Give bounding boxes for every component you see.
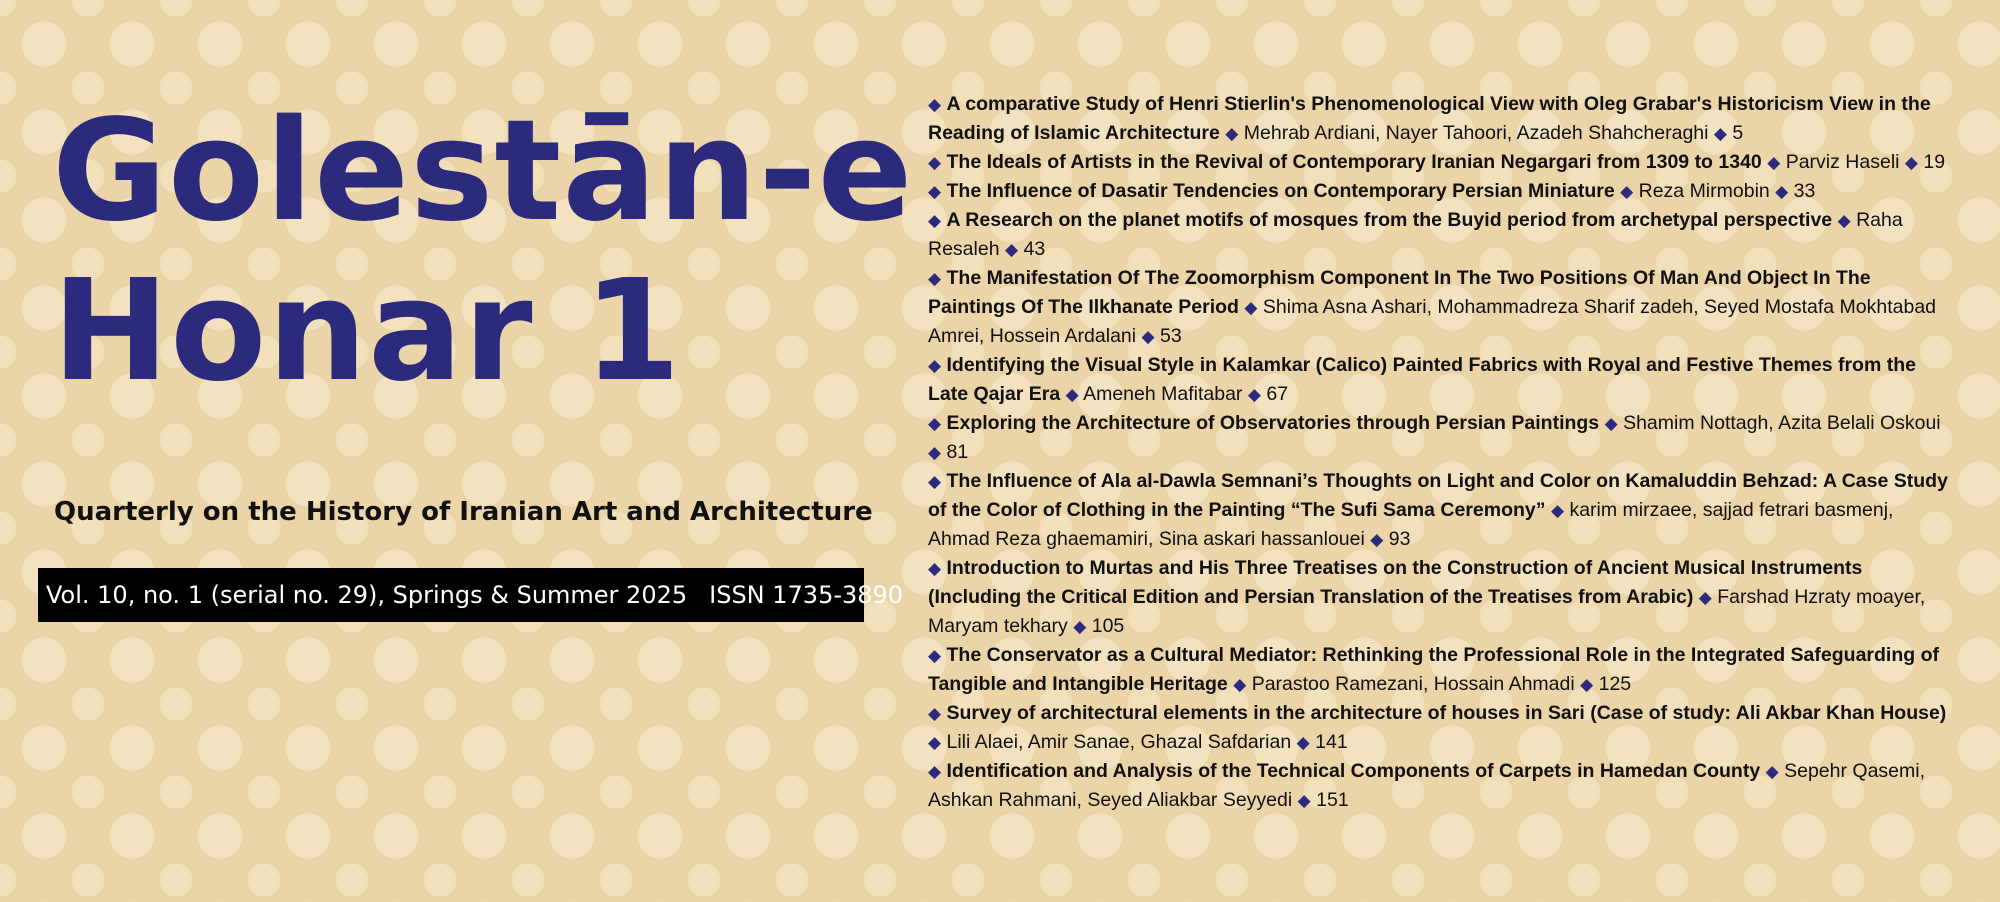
diamond-bullet-icon: ◆ (928, 559, 942, 578)
diamond-bullet-icon: ◆ (928, 269, 942, 288)
diamond-bullet-icon: ◆ (1141, 327, 1155, 346)
diamond-bullet-icon: ◆ (928, 182, 942, 201)
article-page: 81 (946, 441, 969, 463)
article-authors: Sepehr Qasemi, Ashkan Rahmani, Seyed Aliakbar Seyyedi (928, 760, 1926, 811)
toc-entry (928, 264, 1958, 351)
article-authors: Parastoo Ramezani, Hossain Ahmadi (1251, 673, 1575, 695)
toc-entry (928, 699, 1958, 757)
diamond-bullet-icon: ◆ (928, 153, 942, 172)
article-authors: Raha Resaleh (928, 209, 1903, 260)
toc-entry (928, 554, 1958, 641)
article-page: 19 (1923, 151, 1946, 173)
toc-entry (928, 757, 1958, 815)
diamond-bullet-icon: ◆ (1713, 124, 1727, 143)
diamond-bullet-icon: ◆ (928, 356, 942, 375)
article-page: 105 (1091, 615, 1125, 637)
diamond-bullet-icon: ◆ (1233, 675, 1247, 694)
diamond-bullet-icon: ◆ (1620, 182, 1634, 201)
article-authors: Reza Mirmobin (1638, 180, 1770, 202)
article-authors: Farshad Hzraty moayer, Maryam tekhary (928, 586, 1926, 637)
article-title[interactable]: Introduction to Murtas and His Three Treatises on the Construction of Ancient Musical Instruments (Including the Critical Edition and Persian Translation of the Treatises from Arabic) (928, 557, 1863, 608)
toc-entry (928, 409, 1958, 467)
diamond-bullet-icon: ◆ (928, 443, 942, 462)
toc-entry (928, 467, 1958, 554)
article-page: 151 (1316, 789, 1349, 811)
article-title[interactable]: A Research on the planet motifs of mosques from the Buyid period from archetypal perspective (946, 209, 1833, 231)
diamond-bullet-icon: ◆ (1550, 501, 1565, 520)
article-title[interactable]: The Influence of Dasatir Tendencies on Contemporary Persian Miniature (946, 180, 1615, 202)
diamond-bullet-icon: ◆ (1065, 385, 1079, 404)
journal-title-line2: Honar 1 (52, 250, 682, 413)
article-title[interactable]: The Influence of Ala al-Dawla Semnani’s Thoughts on Light and Color on Kamaluddin Behzad: A Case Study of the Color of Clothing in the Painting “The Sufi Sama Ceremony” (928, 470, 1948, 521)
article-title[interactable]: The Manifestation Of The Zoomorphism Component In The Two Positions Of Man And Object In The Paintings Of The Ilkhanate Period (928, 267, 1871, 318)
diamond-bullet-icon: ◆ (1765, 762, 1779, 781)
diamond-bullet-icon: ◆ (1296, 733, 1310, 752)
diamond-bullet-icon: ◆ (1244, 298, 1258, 317)
toc-entry (928, 206, 1958, 264)
diamond-bullet-icon: ◆ (1247, 385, 1261, 404)
diamond-bullet-icon: ◆ (1297, 791, 1311, 810)
diamond-bullet-icon: ◆ (928, 704, 942, 723)
article-title[interactable]: The Conservator as a Cultural Mediator: Rethinking the Professional Role in the Integrated Safeguarding of Tangible and Intangible Heritage (928, 644, 1939, 695)
journal-title-line1: Golestān-e (52, 90, 914, 253)
diamond-bullet-icon: ◆ (928, 95, 942, 114)
diamond-bullet-icon: ◆ (928, 733, 942, 752)
diamond-bullet-icon: ◆ (928, 472, 942, 491)
diamond-bullet-icon: ◆ (1004, 240, 1019, 259)
diamond-bullet-icon: ◆ (1698, 588, 1712, 607)
article-authors: Ameneh Mafitabar (1083, 383, 1243, 405)
diamond-bullet-icon: ◆ (928, 414, 942, 433)
article-page: 125 (1598, 673, 1632, 695)
article-page: 67 (1266, 383, 1289, 405)
toc-entry (928, 177, 1958, 206)
diamond-bullet-icon: ◆ (928, 762, 942, 781)
volume-bar (38, 568, 904, 622)
diamond-bullet-icon: ◆ (1837, 211, 1851, 230)
article-title[interactable]: A comparative Study of Henri Stierlin's Phenomenological View with Oleg Grabar's Historicism View in the Reading of Islamic Architecture (928, 93, 1931, 144)
article-title[interactable]: Identifying the Visual Style in Kalamkar (Calico) Painted Fabrics with Royal and Festive Themes from the Late Qajar Era (928, 354, 1916, 405)
diamond-bullet-icon: ◆ (928, 646, 942, 665)
article-page: 43 (1023, 238, 1046, 260)
diamond-bullet-icon: ◆ (1904, 153, 1918, 172)
article-authors: Shima Asna Ashari, Mohammadreza Sharif zadeh, Seyed Mostafa Mokhtabad Amrei, Hossein Ardalani (928, 296, 1937, 347)
journal-subtitle: Quarterly on the History of Iranian Art and Architecture (54, 497, 873, 527)
article-page: 5 (1732, 122, 1744, 144)
journal-title (52, 92, 913, 412)
article-page: 33 (1793, 180, 1816, 202)
article-authors: Shamim Nottagh, Azita Belali Oskoui (1623, 412, 1941, 434)
article-authors: Mehrab Ardiani, Nayer Tahoori, Azadeh Shahcheraghi (1243, 122, 1709, 144)
article-page: 53 (1160, 325, 1182, 347)
article-page: 93 (1388, 528, 1411, 550)
diamond-bullet-icon: ◆ (1604, 414, 1618, 433)
diamond-bullet-icon: ◆ (1775, 182, 1789, 201)
diamond-bullet-icon: ◆ (1580, 675, 1594, 694)
toc-entry (928, 641, 1958, 699)
article-authors: Lili Alaei, Amir Sanae, Ghazal Safdarian (946, 731, 1292, 753)
article-title[interactable]: Survey of architectural elements in the architecture of houses in Sari (Case of study: Ali Akbar Khan House) (946, 702, 1947, 724)
article-title[interactable]: The Ideals of Artists in the Revival of Contemporary Iranian Negargari from 1309 to 1340 (946, 151, 1762, 173)
table-of-contents (928, 90, 1958, 815)
diamond-bullet-icon: ◆ (1767, 153, 1781, 172)
diamond-bullet-icon: ◆ (1073, 617, 1087, 636)
volume-info: Vol. 10, no. 1 (serial no. 29), Springs & Summer 2025 (46, 581, 688, 609)
issn: ISSN 1735-3890 (709, 581, 904, 609)
article-authors: Parviz Haseli (1785, 151, 1900, 173)
article-authors: karim mirzaee, sajjad fetrari basmenj, Ahmad Reza ghaemamiri, Sina askari hassanlouei (928, 499, 1894, 550)
toc-entry (928, 90, 1958, 148)
toc-entry (928, 351, 1958, 409)
article-page: 141 (1315, 731, 1348, 753)
article-title[interactable]: Identification and Analysis of the Technical Components of Carpets in Hamedan County (946, 760, 1761, 782)
diamond-bullet-icon: ◆ (1225, 124, 1239, 143)
article-title[interactable]: Exploring the Architecture of Observatories through Persian Paintings (946, 412, 1600, 434)
diamond-bullet-icon: ◆ (928, 211, 942, 230)
diamond-bullet-icon: ◆ (1370, 530, 1384, 549)
toc-entry (928, 148, 1958, 177)
